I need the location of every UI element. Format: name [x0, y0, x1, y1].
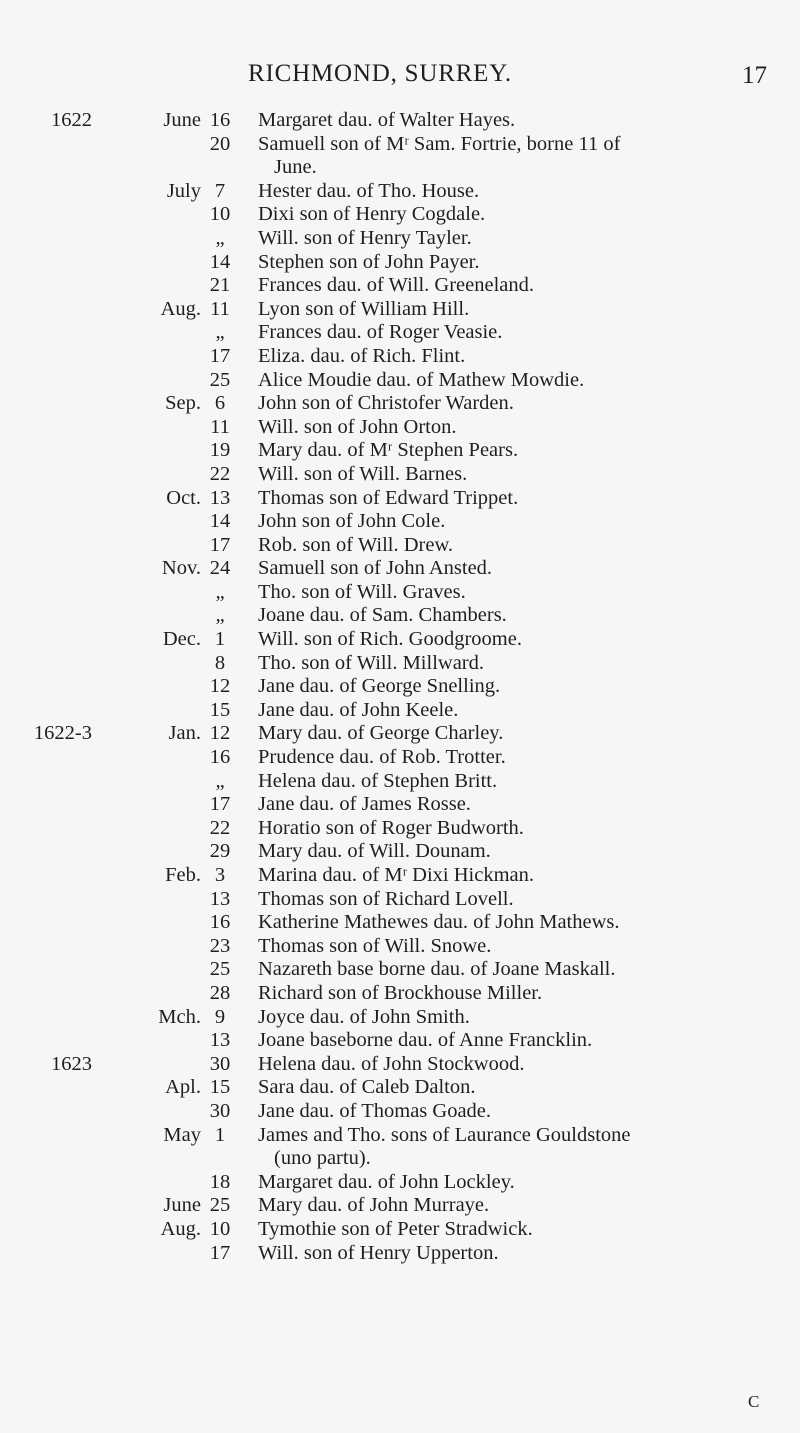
register-entry: [0, 534, 800, 558]
entry-month: July: [166, 179, 201, 202]
entry-text: Horatio son of Roger Budworth.: [258, 816, 524, 839]
entry-text: Will. son of Henry Tayler.: [258, 226, 472, 249]
entry-text: Mary dau. of John Murraye.: [258, 1194, 490, 1217]
register-entry: [0, 510, 800, 534]
register-entry: [0, 392, 800, 416]
register-entry: [0, 345, 800, 369]
register-entry: [0, 251, 800, 275]
register-entry: [0, 1171, 800, 1195]
register-entry: [0, 628, 800, 652]
entry-day: 1: [214, 628, 226, 651]
entry-month: Sep.: [165, 392, 201, 415]
entry-day: 25: [209, 368, 231, 391]
register-entry: [0, 604, 800, 628]
entry-text: Marina dau. of Mʳ Dixi Hickman.: [258, 864, 535, 886]
entry-day: 12: [209, 675, 231, 698]
entry-text: Eliza. dau. of Rich. Flint.: [258, 344, 466, 367]
running-title: RICHMOND, SURREY.: [248, 60, 512, 87]
entry-day: 7: [214, 179, 226, 202]
register-entry: [0, 227, 800, 251]
entry-text: Frances dau. of Roger Veasie.: [258, 321, 503, 344]
register-entry: [0, 557, 800, 581]
register-entry: [0, 675, 800, 699]
entry-text: Nazareth base borne dau. of Joane Maskall.: [258, 958, 616, 981]
entry-text: Jane dau. of John Keele.: [258, 698, 459, 721]
entry-text: Jane dau. of George Snelling.: [258, 675, 501, 698]
entry-day: 25: [209, 1194, 231, 1217]
entry-text: Will. son of Rich. Goodgroome.: [258, 628, 522, 651]
entry-day: 30: [209, 1099, 231, 1122]
entry-day: 21: [209, 274, 231, 297]
entry-day: 13: [209, 486, 231, 509]
entry-day: 29: [209, 840, 231, 863]
entry-day: „: [215, 226, 225, 249]
register-entry: [0, 133, 800, 180]
entry-text-continuation: (uno partu).: [274, 1147, 371, 1170]
entry-text: Jane dau. of James Rosse.: [258, 793, 471, 816]
entry-text: Sara dau. of Caleb Dalton.: [258, 1076, 476, 1099]
entry-text: Thomas son of Richard Lovell.: [258, 887, 514, 910]
register-entry: [0, 770, 800, 794]
register-entry: [0, 416, 800, 440]
entry-day: 17: [209, 533, 231, 556]
entry-month: Oct.: [166, 486, 201, 509]
entry-day: 10: [209, 1217, 231, 1240]
register-entry: [0, 439, 800, 463]
entry-month: Jan.: [168, 722, 201, 745]
register-entry: [0, 888, 800, 912]
entry-text: Rob. son of Will. Drew.: [258, 533, 454, 556]
entry-text: Tho. son of Will. Millward.: [258, 651, 484, 674]
register-entry: [0, 1194, 800, 1218]
page-number: 17: [742, 62, 767, 89]
register-entry: [0, 746, 800, 770]
entry-text: John son of John Cole.: [258, 510, 446, 533]
entry-text-continuation: June.: [274, 156, 317, 179]
entry-day: 17: [209, 1241, 231, 1264]
entry-text: Stephen son of John Payer.: [258, 250, 480, 273]
entry-month: Dec.: [162, 628, 201, 651]
register-entry: [0, 274, 800, 298]
entry-text: Dixi son of Henry Cogdale.: [258, 203, 486, 226]
entry-text: Will. son of John Orton.: [258, 415, 457, 438]
entry-year: 1622-3: [33, 722, 92, 745]
entry-day: 17: [209, 344, 231, 367]
entry-day: „: [215, 604, 225, 627]
entry-day: 11: [210, 297, 230, 320]
entry-day: 16: [209, 911, 231, 934]
register-entry: [0, 298, 800, 322]
entry-day: 22: [209, 816, 231, 839]
entry-text: Alice Moudie dau. of Mathew Mowdie.: [258, 368, 585, 391]
register-entry: [0, 911, 800, 935]
entry-day: 19: [209, 439, 231, 462]
entry-month: June: [163, 1194, 201, 1217]
register-entries: [0, 109, 800, 1265]
register-entry: [0, 982, 800, 1006]
register-entry: [0, 1006, 800, 1030]
entry-text: Frances dau. of Will. Greeneland.: [258, 274, 535, 297]
register-entry: [0, 935, 800, 959]
entry-day: 16: [209, 746, 231, 769]
entry-text: Margaret dau. of Walter Hayes.: [258, 109, 516, 131]
register-entry: [0, 1076, 800, 1100]
entry-text: Richard son of Brockhouse Miller.: [258, 981, 543, 1004]
entry-day: 14: [209, 510, 231, 533]
entry-text: Will. son of Henry Upperton.: [258, 1241, 499, 1264]
entry-text: Prudence dau. of Rob. Trotter.: [258, 746, 506, 769]
entry-day: 24: [209, 557, 231, 580]
page-header: [0, 52, 800, 92]
entry-text: Helena dau. of Stephen Britt.: [258, 769, 498, 792]
register-entry: [0, 1029, 800, 1053]
entry-text: Mary dau. of George Charley.: [258, 722, 504, 745]
entry-day: 14: [209, 250, 231, 273]
entry-month: Feb.: [165, 864, 201, 886]
register-entry: [0, 958, 800, 982]
entry-text: Tho. son of Will. Graves.: [258, 580, 466, 603]
register-entry: [0, 369, 800, 393]
entry-day: „: [215, 321, 225, 344]
register-entry: [0, 1242, 800, 1266]
entry-day: 20: [209, 132, 231, 155]
register-entry: [0, 1218, 800, 1242]
entry-day: 15: [209, 1076, 231, 1099]
entry-text: Lyon son of William Hill.: [258, 297, 470, 320]
register-entry: [0, 864, 800, 888]
register-entry: [0, 203, 800, 227]
entry-day: 10: [209, 203, 231, 226]
entry-text: James and Tho. sons of Laurance Gouldstone: [258, 1123, 631, 1146]
entry-day: 25: [209, 958, 231, 981]
register-entry: [0, 1124, 800, 1171]
register-entry: [0, 722, 800, 746]
entry-day: „: [215, 580, 225, 603]
register-entry: [0, 840, 800, 864]
entry-text: Helena dau. of John Stockwood.: [258, 1052, 525, 1075]
entry-text: Tymothie son of Peter Stradwick.: [258, 1217, 533, 1240]
entry-day: 30: [209, 1052, 231, 1075]
entry-month: May: [163, 1123, 201, 1146]
register-entry: [0, 652, 800, 676]
register-entry: [0, 487, 800, 511]
entry-text: Joane baseborne dau. of Anne Francklin.: [258, 1029, 593, 1052]
entry-text: Margaret dau. of John Lockley.: [258, 1170, 515, 1193]
entry-text: Katherine Mathewes dau. of John Mathews.: [258, 911, 620, 934]
entry-month: Apl.: [165, 1076, 201, 1099]
entry-day: 23: [209, 934, 231, 957]
entry-text: Thomas son of Will. Snowe.: [258, 934, 492, 957]
register-entry: [0, 109, 800, 133]
entry-day: 22: [209, 462, 231, 485]
entry-day: 28: [209, 981, 231, 1004]
entry-month: Nov.: [161, 557, 201, 580]
entry-day: „: [215, 769, 225, 792]
entry-day: 17: [209, 793, 231, 816]
entry-text: Hester dau. of Tho. House.: [258, 179, 480, 202]
entry-text: Mary dau. of Will. Dounam.: [258, 840, 491, 863]
entry-text: Samuell son of John Ansted.: [258, 557, 493, 580]
entry-month: June: [163, 109, 201, 131]
entry-day: 8: [214, 651, 226, 674]
entry-text: John son of Christofer Warden.: [258, 392, 514, 415]
entry-day: 15: [209, 698, 231, 721]
register-entry: [0, 1100, 800, 1124]
register-entry: [0, 1053, 800, 1077]
register-entry: [0, 180, 800, 204]
entry-day: 1: [214, 1123, 226, 1146]
entry-day: 13: [209, 1029, 231, 1052]
register-entry: [0, 793, 800, 817]
entry-day: 9: [214, 1005, 226, 1028]
register-entry: [0, 321, 800, 345]
entry-month: Mch.: [158, 1005, 201, 1028]
entry-text: Joyce dau. of John Smith.: [258, 1005, 470, 1028]
entry-day: 12: [209, 722, 231, 745]
entry-text: Jane dau. of Thomas Goade.: [258, 1099, 492, 1122]
signature-mark: C: [748, 1392, 760, 1411]
entry-month: Aug.: [160, 297, 201, 320]
entry-text: Thomas son of Edward Trippet.: [258, 486, 519, 509]
entry-year: 1622: [51, 109, 92, 131]
entry-month: Aug.: [160, 1217, 201, 1240]
register-entry: [0, 581, 800, 605]
register-entry: [0, 463, 800, 487]
entry-day: 11: [210, 415, 230, 438]
register-entry: [0, 817, 800, 841]
register-entry: [0, 699, 800, 723]
entry-text: Samuell son of Mʳ Sam. Fortrie, borne 11 of: [258, 132, 621, 155]
entry-text: Will. son of Will. Barnes.: [258, 462, 468, 485]
entry-day: 13: [209, 887, 231, 910]
entry-text: Joane dau. of Sam. Chambers.: [258, 604, 507, 627]
entry-text: Mary dau. of Mʳ Stephen Pears.: [258, 439, 519, 462]
entry-year: 1623: [51, 1052, 92, 1075]
entry-day: 18: [209, 1170, 231, 1193]
entry-day: 3: [214, 864, 226, 886]
entry-day: 16: [209, 109, 231, 131]
entry-day: 6: [214, 392, 226, 415]
